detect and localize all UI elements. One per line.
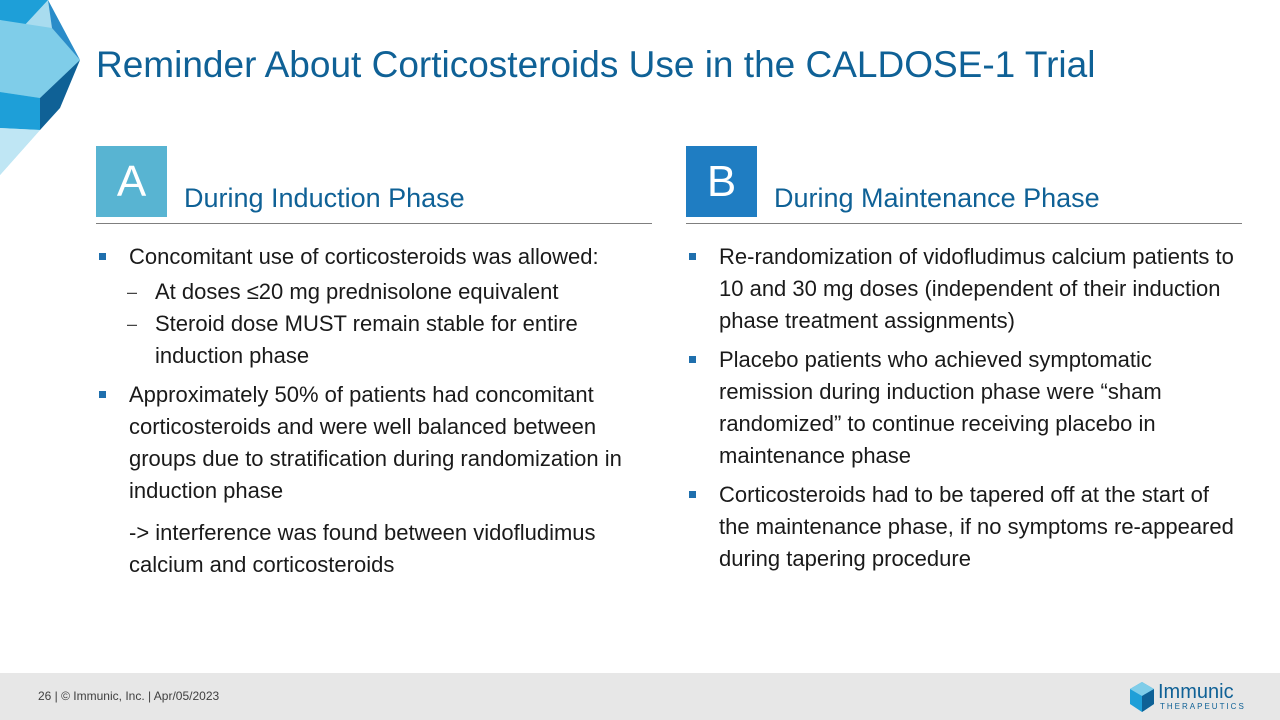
logo-mark-icon (1130, 682, 1154, 712)
section-letter-a: A (96, 146, 167, 217)
maintenance-phase-heading: During Maintenance Phase (774, 183, 1100, 213)
induction-sub-list (129, 276, 652, 372)
maintenance-bullet-1: Re-randomization of vidofludimus calcium patients to 10 and 30 mg doses (independent of their induction phase treatment assignments) (686, 241, 1242, 337)
page-title: Reminder About Corticosteroids Use in the CALDOSE-1 Trial (96, 44, 1096, 85)
induction-phase-header (96, 146, 652, 224)
footer-text: 26 | © Immunic, Inc. | Apr/05/2023 (38, 689, 220, 703)
induction-phase-heading: During Induction Phase (184, 183, 465, 213)
maintenance-phase-column (686, 146, 1242, 582)
induction-sub-1: – At doses ≤20 mg prednisolone equivalent (129, 276, 652, 308)
maintenance-phase-header (686, 146, 1242, 224)
corner-decoration (0, 0, 90, 175)
induction-note: -> interference was found between vidofludimus calcium and corticosteroids (129, 520, 596, 577)
immunic-logo (1130, 680, 1250, 714)
induction-bullet-list (96, 241, 652, 507)
logo-subtitle: THERAPEUTICS (1160, 702, 1246, 711)
maintenance-bullet-2: Placebo patients who achieved symptomatic remission during induction phase were “sham randomized” to continue receiving placebo in maintenance phase (686, 344, 1242, 472)
induction-sub-2: – Steroid dose MUST remain stable for entire induction phase (129, 308, 652, 372)
logo-name: Immunic (1158, 681, 1234, 703)
induction-bullet-1: Concomitant use of corticosteroids was allowed: (129, 244, 599, 269)
section-letter-b: B (686, 146, 757, 217)
maintenance-bullet-3: Corticosteroids had to be tapered off at the start of the maintenance phase, if no symptoms re-appeared during tapering procedure (686, 479, 1242, 575)
induction-phase-column (96, 146, 652, 581)
list-item (96, 241, 652, 372)
induction-bullet-2: Approximately 50% of patients had concomitant corticosteroids and were well balanced between groups due to stratification during randomization in induction phase (96, 379, 652, 507)
footer-bar (0, 673, 1280, 720)
maintenance-bullet-list (686, 241, 1242, 575)
